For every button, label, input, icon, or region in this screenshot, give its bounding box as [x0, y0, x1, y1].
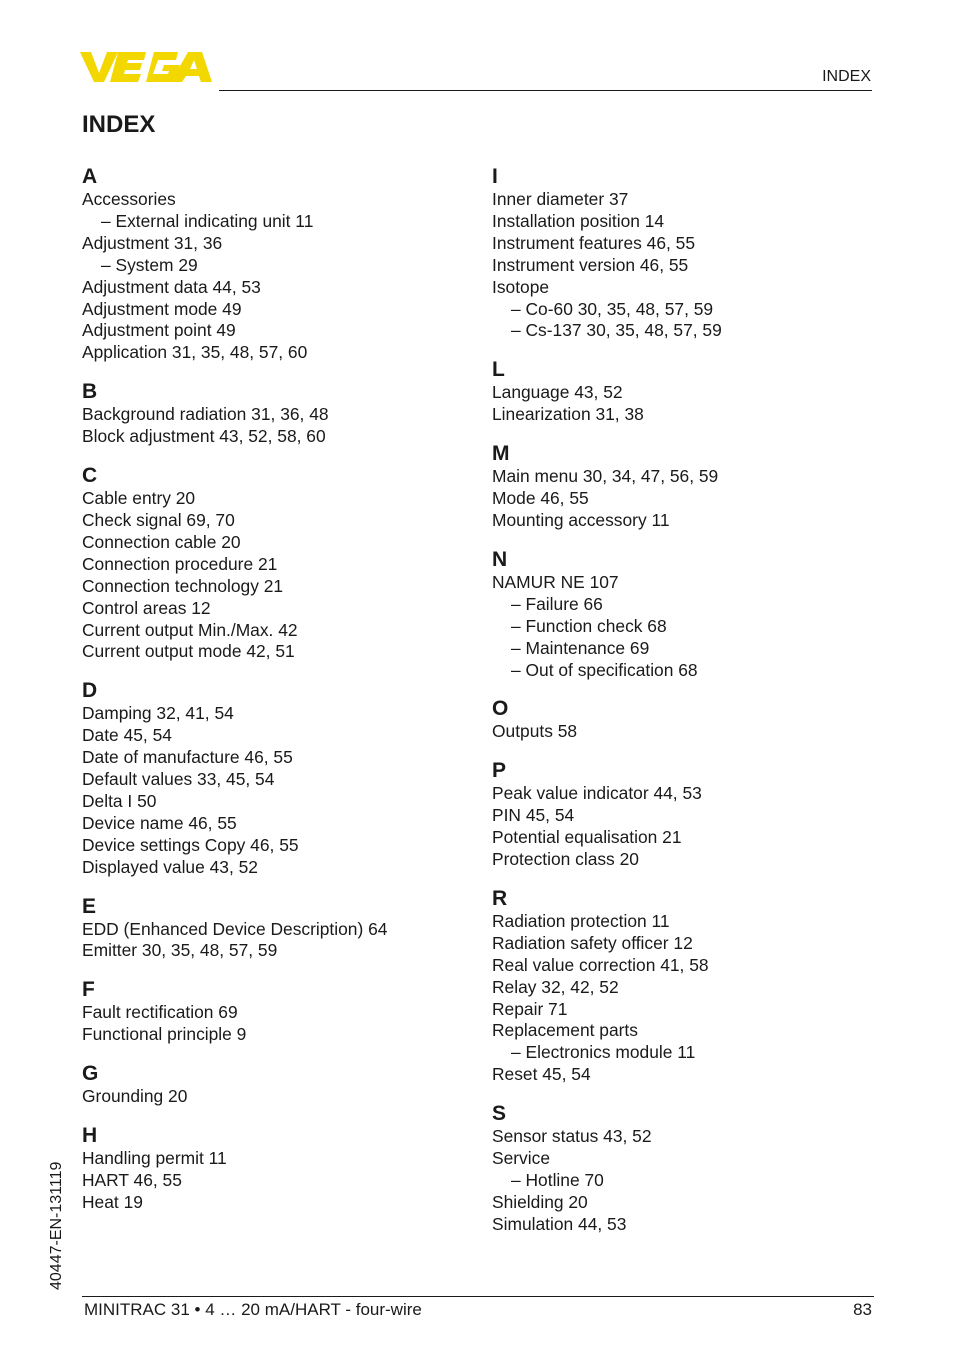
index-letter: O: [492, 697, 509, 721]
page-title: INDEX: [82, 111, 156, 138]
index-entry: Protection class 20: [492, 849, 639, 870]
index-subentry: – System 29: [101, 254, 198, 275]
index-subentry: – Electronics module 11: [511, 1042, 696, 1063]
index-section-d: [82, 678, 462, 878]
index-section-n: [492, 547, 872, 682]
footer-document-title: MINITRAC 31 • 4 … 20 mA/HART - four-wire: [84, 1300, 422, 1319]
index-entry: Block adjustment 43, 52, 58, 60: [82, 426, 326, 447]
index-entry: Check signal 69, 70: [82, 509, 235, 530]
index-entry: Connection procedure 21: [82, 553, 278, 574]
index-entry: Default values 33, 45, 54: [82, 769, 275, 790]
index-letter: E: [82, 894, 97, 918]
index-entry: Control areas 12: [82, 597, 211, 618]
header-section-label: INDEX: [822, 68, 871, 85]
index-entry: HART 46, 55: [82, 1170, 182, 1190]
footer-rule: [82, 1296, 874, 1297]
index-entry: Potential equalisation 21: [492, 827, 682, 848]
index-letter: P: [492, 759, 507, 783]
index-entry: Real value correction 41, 58: [492, 954, 709, 975]
index-entry: Device name 46, 55: [82, 812, 237, 833]
index-letter: C: [82, 464, 98, 488]
document-code: 40447-EN-131119: [48, 1161, 65, 1290]
index-subentry: – Out of specification 68: [511, 659, 698, 680]
index-entry: Device settings Copy 46, 55: [82, 834, 299, 855]
index-entry: Functional principle 9: [82, 1024, 247, 1045]
index-entry: Replacement parts: [492, 1020, 638, 1041]
index-entry: Accessories: [82, 189, 176, 209]
index-entry: Linearization 31, 38: [492, 404, 644, 425]
index-column-left: [82, 164, 462, 1229]
index-entry: Heat 19: [82, 1191, 143, 1212]
index-entry: Cable entry 20: [82, 488, 196, 509]
index-entry: Adjustment mode 49: [82, 298, 242, 319]
index-letter: L: [492, 358, 505, 382]
index-letter: D: [82, 679, 98, 703]
index-entry: NAMUR NE 107: [492, 571, 619, 592]
index-entry: PIN 45, 54: [492, 805, 575, 826]
index-column-right: [492, 164, 872, 1251]
index-subentry: – Maintenance 69: [511, 637, 650, 658]
index-entry: Connection cable 20: [82, 531, 241, 552]
index-entry: Delta I 50: [82, 790, 157, 811]
index-section-i: [492, 164, 872, 342]
index-entry: EDD (Enhanced Device Description) 64: [82, 918, 388, 939]
index-entry: Displayed value 43, 52: [82, 856, 258, 877]
index-section-p: [492, 758, 872, 871]
index-entry: Connection technology 21: [82, 575, 284, 596]
index-section-r: [492, 886, 872, 1086]
index-letter: G: [82, 1062, 99, 1086]
index-entry: Fault rectification 69: [82, 1002, 238, 1023]
index-entry: Isotope: [492, 276, 550, 297]
index-entry: Simulation 44, 53: [492, 1213, 627, 1234]
index-letter: I: [492, 165, 498, 188]
index-entry: Language 43, 52: [492, 382, 623, 403]
index-letter: S: [492, 1102, 507, 1126]
index-section-s: [492, 1101, 872, 1236]
index-subentry: – Function check 68: [511, 615, 667, 636]
index-entry: Peak value indicator 44, 53: [492, 783, 702, 804]
index-entry: Adjustment data 44, 53: [82, 276, 261, 297]
index-entry: Radiation protection 11: [492, 910, 670, 931]
index-section-a: [82, 164, 462, 364]
index-section-o: [492, 696, 872, 743]
index-entry: Radiation safety officer 12: [492, 932, 693, 953]
logo-shapes: [80, 52, 212, 82]
index-entry: Repair 71: [492, 998, 568, 1019]
index-entry: Current output Min./Max. 42: [82, 619, 298, 640]
index-entry: Mode 46, 55: [492, 488, 589, 509]
index-entry: Outputs 58: [492, 721, 578, 742]
index-section-e: [82, 894, 462, 963]
index-entry: Relay 32, 42, 52: [492, 976, 619, 997]
index-section-c: [82, 463, 462, 663]
index-letter: N: [492, 547, 508, 571]
index-entry: Inner diameter 37: [492, 189, 629, 209]
index-subentry: – Co-60 30, 35, 48, 57, 59: [511, 298, 714, 319]
index-entry: Main menu 30, 34, 47, 56, 59: [492, 466, 719, 487]
index-section-f: [82, 977, 462, 1046]
index-subentry: – Failure 66: [511, 593, 603, 614]
index-entry: Handling permit 11: [82, 1148, 227, 1169]
index-entry: Reset 45, 54: [492, 1064, 591, 1085]
index-entry: Background radiation 31, 36, 48: [82, 404, 329, 425]
index-entry: Instrument features 46, 55: [492, 232, 696, 253]
index-entry: Sensor status 43, 52: [492, 1126, 652, 1147]
index-subentry: – Cs-137 30, 35, 48, 57, 59: [511, 320, 722, 341]
index-section-g: [82, 1061, 462, 1108]
index-entry: Emitter 30, 35, 48, 57, 59: [82, 940, 278, 961]
index-letter: R: [492, 886, 508, 910]
index-section-b: [82, 379, 462, 448]
index-section-l: [492, 357, 872, 426]
index-entry: Date of manufacture 46, 55: [82, 747, 293, 768]
index-entry: Grounding 20: [82, 1086, 188, 1107]
index-entry: Damping 32, 41, 54: [82, 703, 234, 724]
vega-logo: [80, 50, 212, 84]
index-letter: A: [82, 165, 98, 188]
index-entry: Instrument version 46, 55: [492, 254, 689, 275]
index-subentry: – External indicating unit 11: [101, 210, 314, 231]
index-section-m: [492, 441, 872, 532]
header-rule: [219, 90, 872, 91]
index-entry: Shielding 20: [492, 1191, 588, 1212]
index-entry: Current output mode 42, 51: [82, 641, 295, 662]
index-entry: Mounting accessory 11: [492, 509, 670, 530]
index-section-h: [82, 1123, 462, 1214]
index-letter: M: [492, 442, 510, 466]
index-subentry: – Hotline 70: [511, 1170, 604, 1190]
index-entry: Date 45, 54: [82, 725, 172, 746]
footer-page-number: 83: [853, 1300, 872, 1319]
index-entry: Service: [492, 1148, 550, 1169]
index-letter: F: [82, 978, 95, 1002]
index-entry: Adjustment point 49: [82, 320, 236, 341]
index-entry: Installation position 14: [492, 210, 665, 231]
index-letter: B: [82, 380, 98, 404]
index-entry: Adjustment 31, 36: [82, 232, 223, 253]
index-entry: Application 31, 35, 48, 57, 60: [82, 342, 308, 363]
index-letter: H: [82, 1124, 98, 1148]
